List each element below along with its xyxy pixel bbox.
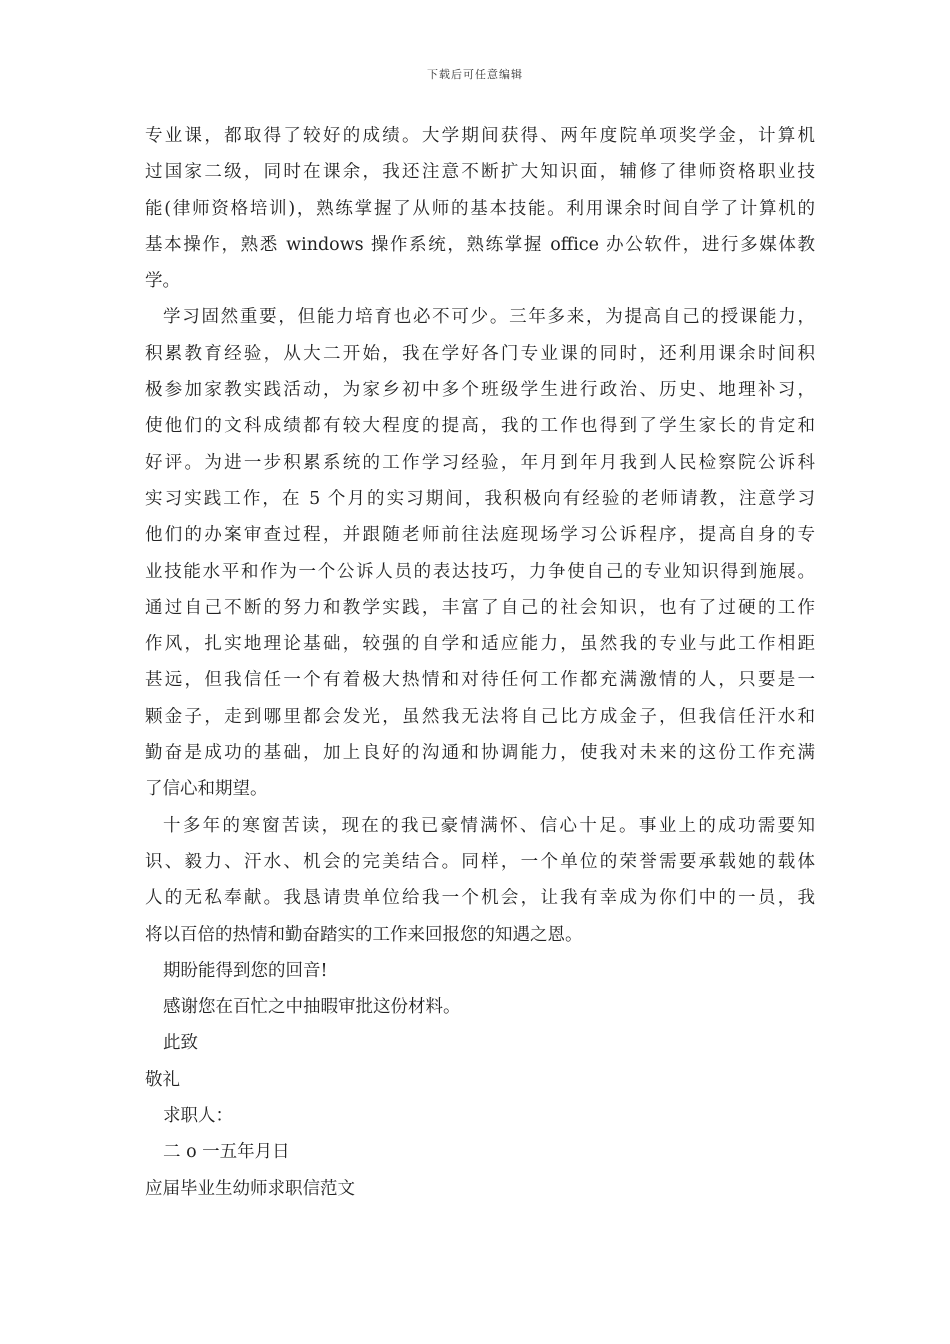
body-text-line: 积累教育经验，从大二开始，我在学好各门专业课的同时，还利用课余时间积	[145, 343, 815, 364]
body-text-line: 颗金子，走到哪里都会发光，虽然我无法将自己比方成金子，但我信任汗水和	[145, 706, 815, 727]
body-text-line: 专业课，都取得了较好的成绩。大学期间获得、两年度院单项奖学金，计算机	[145, 126, 815, 146]
page-header: 下载后可任意编辑	[427, 68, 523, 81]
document-body	[145, 118, 815, 1207]
body-text-line: 过国家二级，同时在课余，我还注意不断扩大知识面，辅修了律师资格职业技	[145, 162, 815, 183]
body-text-line: 期盼能得到您的回音!	[163, 960, 328, 981]
body-text-line: 通过自己不断的努力和教学实践，丰富了自己的社会知识，也有了过硬的工作	[145, 597, 815, 618]
body-text-line: 此致	[163, 1033, 198, 1054]
body-text-line: 实习实践工作，在 5 个月的实习期间，我积极向有经验的老师请教，注意学习	[145, 488, 815, 509]
body-text-line: 能(律师资格培训)，熟练掌握了从师的基本技能。利用课余时间自学了计算机的	[145, 198, 815, 219]
body-text-line: 十多年的寒窗苦读，现在的我已豪情满怀、信心十足。事业上的成功需要知	[163, 815, 815, 836]
body-text-line: 好评。为进一步积累系统的工作学习经验，年月到年月我到人民检察院公诉科	[145, 452, 815, 473]
body-text-line: 二 o 一五年月日	[163, 1142, 290, 1163]
body-text-line: 极参加家教实践活动，为家乡初中多个班级学生进行政治、历史、地理补习，	[145, 380, 815, 401]
body-text-line: 甚远，但我信任一个有着极大热情和对待任何工作都充满激情的人，只要是一	[145, 670, 815, 691]
body-text-line: 学。	[145, 271, 180, 292]
body-text-line: 识、毅力、汗水、机会的完美结合。同样，一个单位的荣誉需要承载她的载体	[145, 851, 815, 872]
body-text-line: 敬礼	[145, 1069, 180, 1090]
body-text-line: 他们的办案审查过程，并跟随老师前往法庭现场学习公诉程序，提高自身的专	[145, 525, 815, 546]
body-text-line: 学习固然重要，但能力培育也必不可少。三年多来，为提高自己的授课能力，	[163, 307, 815, 328]
body-text-line: 基本操作，熟悉 windows 操作系统，熟练掌握 office 办公软件，进行多媒体教	[145, 234, 815, 255]
body-text-line: 作风，扎实地理论基础，较强的自学和适应能力，虽然我的专业与此工作相距	[145, 634, 815, 655]
body-text-line: 使他们的文科成绩都有较大程度的提高，我的工作也得到了学生家长的肯定和	[145, 416, 815, 437]
body-text-line: 求职人：	[163, 1106, 233, 1127]
body-text-line: 感谢您在百忙之中抽暇审批这份材料。	[163, 997, 461, 1018]
body-text-line: 将以百倍的热情和勤奋踏实的工作来回报您的知遇之恩。	[145, 924, 583, 945]
body-text-line: 应届毕业生幼师求职信范文	[145, 1178, 355, 1199]
body-text-line: 勤奋是成功的基础，加上良好的沟通和协调能力，使我对未来的这份工作充满	[145, 743, 815, 764]
body-text-line: 人的无私奉献。我恳请贵单位给我一个机会，让我有幸成为你们中的一员，我	[145, 888, 815, 909]
body-text-line: 了信心和期望。	[145, 779, 268, 800]
body-text-line: 业技能水平和作为一个公诉人员的表达技巧，力争使自己的专业知识得到施展。	[145, 561, 815, 582]
